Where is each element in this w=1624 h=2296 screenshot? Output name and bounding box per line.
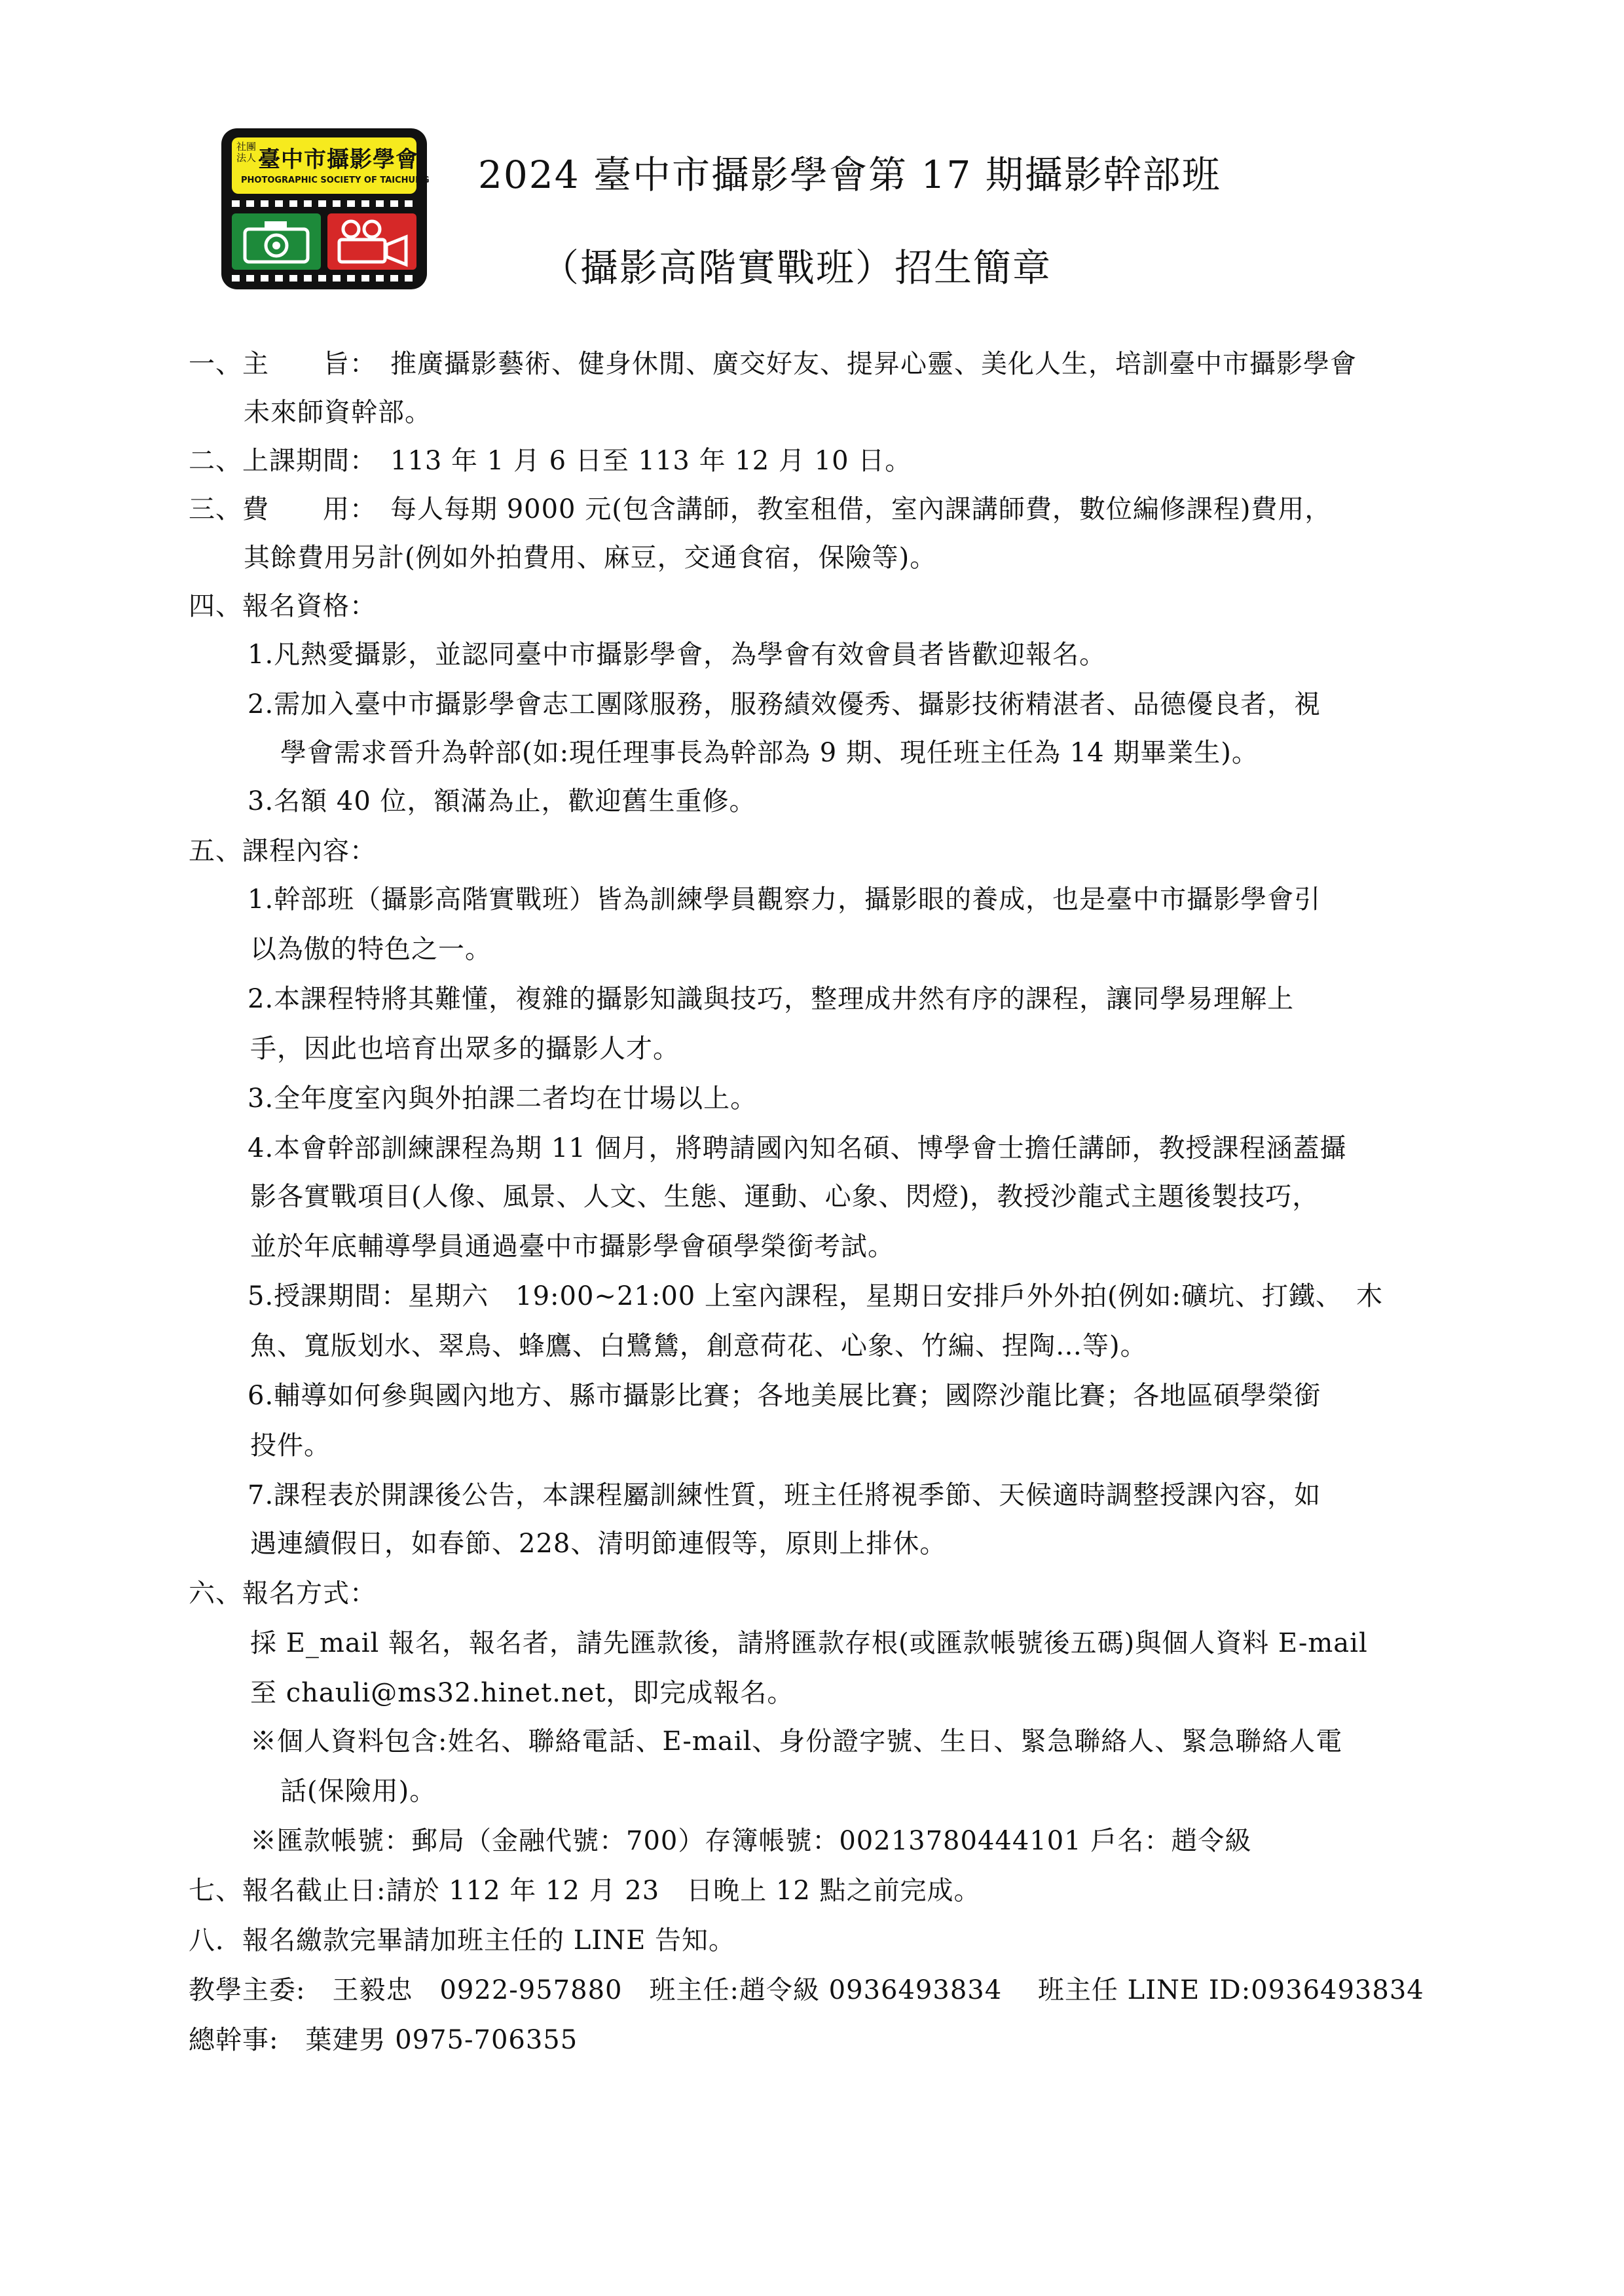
society-logo — [221, 128, 430, 289]
content-item-5: 5.授課期間：星期六 19:00~21:00 上室內課程，星期日安排戶外外拍(例如:礦坑、打鐵、 木 — [248, 1281, 1384, 1311]
logo-film-strip-top — [232, 200, 416, 207]
logo-title-english: PHOTOGRAPHIC SOCIETY OF TAICHUNG — [241, 175, 430, 185]
camera-icon — [232, 213, 321, 270]
registration-email: 至 chauli@ms32.hinet.net，即完成報名。 — [250, 1678, 794, 1708]
content-item-6-cont: 投件。 — [250, 1430, 331, 1461]
logo-org-type: 社團法人 — [236, 141, 256, 164]
section-fee: 三、費 用： 每人每期 9000 元(包含講師，教室租借，室內課講師費，數位編修課程)費用， — [189, 494, 1332, 524]
eligibility-item-1: 1.凡熱愛攝影，並認同臺中市攝影學會，為學會有效會員者皆歡迎報名。 — [248, 640, 1107, 670]
section-purpose-cont: 未來師資幹部。 — [244, 397, 432, 428]
content-item-3: 3.全年度室內與外拍課二者均在廿場以上。 — [248, 1084, 758, 1114]
section-registration-heading: 六、報名方式： — [189, 1578, 377, 1609]
registration-personal-info-note-cont: 話(保險用)。 — [280, 1776, 437, 1806]
section-eligibility-heading: 四、報名資格： — [189, 591, 377, 621]
logo-banner — [232, 137, 430, 194]
registration-method: 採 E_mail 報名，報名者，請先匯款後，請將匯款存根(或匯款帳號後五碼)與個人資料 E-mail — [250, 1628, 1368, 1658]
content-item-4: 4.本會幹部訓練課程為期 11 個月，將聘請國內知名碩、博學會士擔任講師，教授課程涵蓋攝 — [248, 1133, 1347, 1163]
content-item-7: 7.課程表於開課後公告，本課程屬訓練性質，班主任將視季節、天候適時調整授課內容，如 — [248, 1480, 1321, 1510]
content-item-5-cont: 魚、寬版划水、翠鳥、蜂鷹、白鷺鷥，創意荷花、心象、竹編、捏陶…等)。 — [250, 1331, 1147, 1361]
page-title: 2024 臺中市攝影學會第 17 期攝影幹部班 — [478, 153, 1221, 197]
section-period: 二、上課期間： 113 年 1 月 6 日至 113 年 12 月 10 日。 — [189, 446, 912, 476]
contact-general-secretary: 總幹事: 葉建男 0975-706355 — [189, 2025, 578, 2055]
section-content-heading: 五、課程內容： — [189, 836, 377, 866]
eligibility-item-3: 3.名額 40 位，額滿為止，歡迎舊生重修。 — [248, 786, 756, 816]
content-item-1: 1.幹部班（攝影高階實戰班）皆為訓練學員觀察力，攝影眼的養成，也是臺中市攝影學會引 — [248, 884, 1321, 915]
registration-bank-account: ※匯款帳號：郵局（金融代號：700）存簿帳號：00213780444101 戶名：趙令級 — [250, 1826, 1252, 1856]
logo-film-strip-bottom — [232, 275, 416, 282]
content-item-4-cont-1: 影各實戰項目(人像、風景、人文、生態、運動、心象、閃燈)，教授沙龍式主題後製技巧， — [250, 1182, 1320, 1212]
eligibility-item-2: 2.需加入臺中市攝影學會志工團隊服務，服務績效優秀、攝影技術精湛者、品德優良者，視 — [248, 689, 1321, 720]
section-fee-cont: 其餘費用另計(例如外拍費用、麻豆，交通食宿，保險等)。 — [244, 543, 937, 573]
eligibility-item-2-cont: 學會需求晉升為幹部(如:現任理事長為幹部為 9 期、現任班主任為 14 期畢業生)。 — [280, 738, 1259, 768]
content-item-7-cont: 遇連續假日，如春節、228、清明節連假等，原則上排休。 — [250, 1529, 947, 1559]
content-item-6: 6.輔導如何參與國內地方、縣市攝影比賽；各地美展比賽；國際沙龍比賽；各地區碩學榮銜 — [248, 1381, 1321, 1411]
registration-personal-info-note: ※個人資料包含:姓名、聯絡電話、E-mail、身份證字號、生日、緊急聯絡人、緊急聯絡人電 — [250, 1726, 1343, 1757]
content-item-2: 2.本課程特將其難懂，複雜的攝影知識與技巧，整理成井然有序的課程，讓同學易理解上 — [248, 984, 1295, 1014]
content-item-1-cont: 以為傲的特色之一。 — [250, 934, 492, 964]
contact-teaching-director: 教學主委: 王毅忠 0922-957880 班主任:趙令級 0936493834 班主任 LINE ID:0936493834 — [189, 1975, 1424, 2005]
page-subtitle: （攝影高階實戰班）招生簡章 — [541, 246, 1052, 290]
content-item-2-cont: 手，因此也培育出眾多的攝影人才。 — [250, 1034, 680, 1064]
section-purpose: 一、主 旨： 推廣攝影藝術、健身休閒、廣交好友、提昇心靈、美化人生，培訓臺中市攝影學會 — [189, 349, 1357, 379]
section-deadline: 七、報名截止日:請於 112 年 12 月 23 日晚上 12 點之前完成。 — [189, 1876, 981, 1906]
video-camera-icon — [327, 213, 416, 270]
logo-title-chinese: 臺中市攝影學會 — [258, 147, 418, 173]
section-line-notice: 八．報名繳款完畢請加班主任的 LINE 告知。 — [189, 1925, 735, 1956]
content-item-4-cont-2: 並於年底輔導學員通過臺中市攝影學會碩學榮銜考試。 — [250, 1231, 895, 1262]
